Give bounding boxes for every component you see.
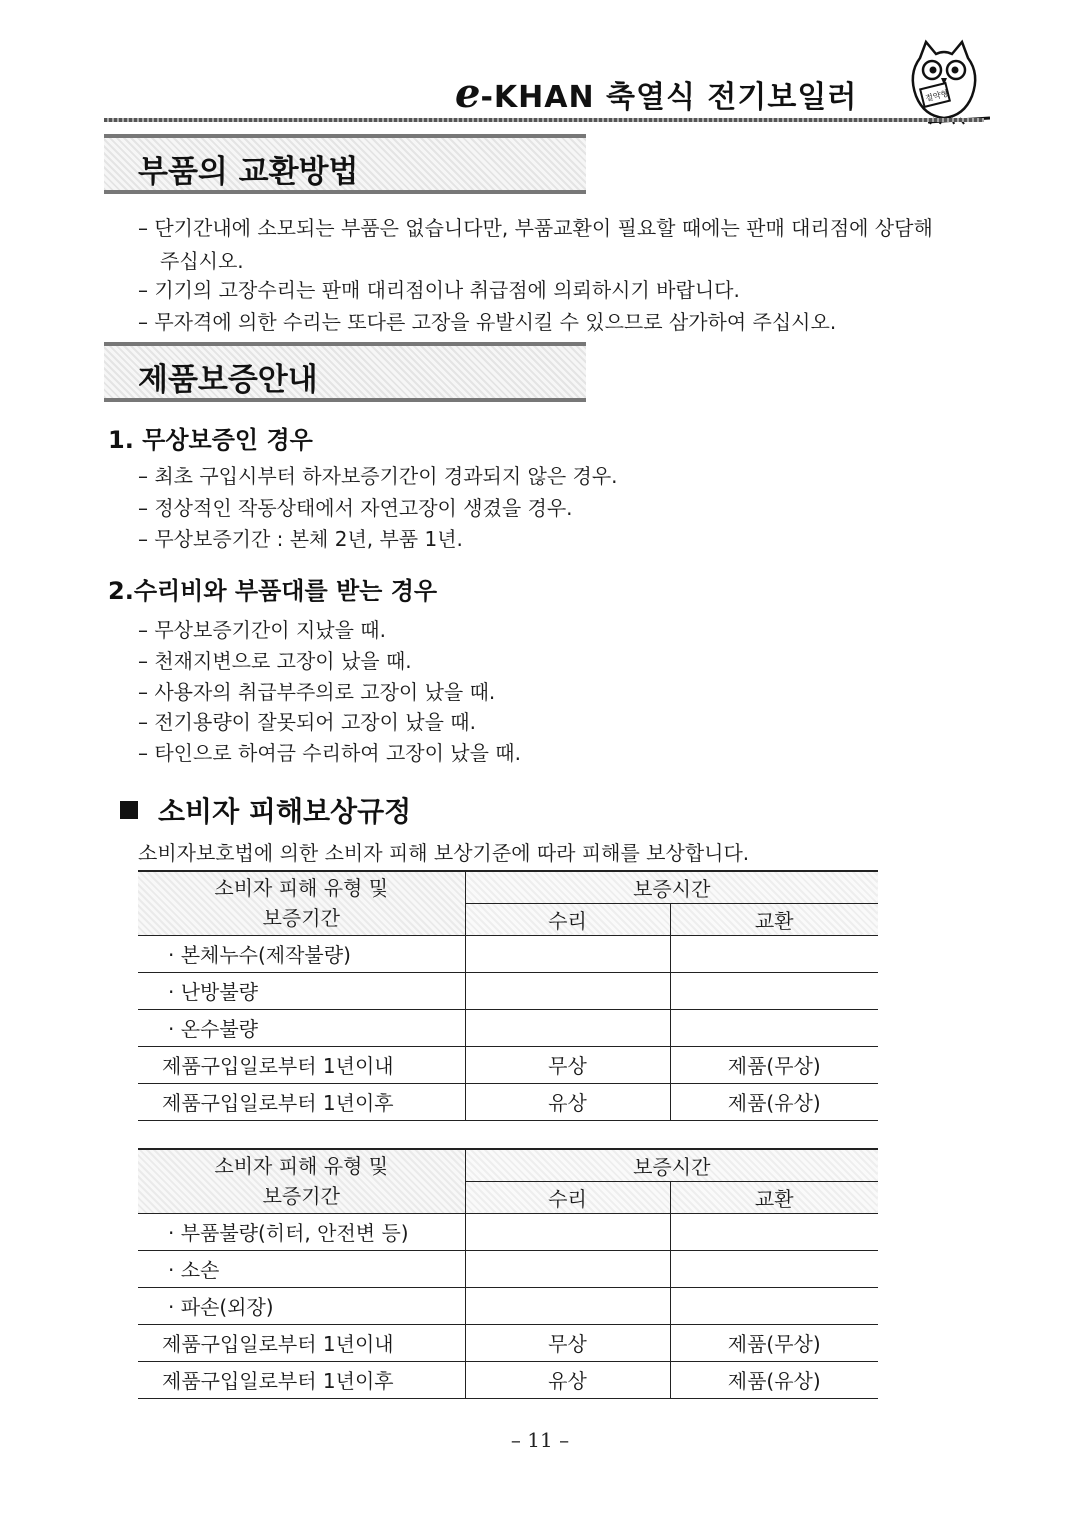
list-item: – 무상보증기간이 지났을 때.: [138, 618, 386, 642]
page-number: – 11 –: [510, 1428, 570, 1452]
table-cell: · 부품불량(히터, 안전변 등): [138, 1213, 465, 1250]
table-cell: 제품(유상): [670, 1361, 878, 1398]
brand-title: [455, 70, 857, 117]
table-cell: 제품(무상): [670, 1046, 878, 1083]
list-item: – 무상보증기간 : 본체 2년, 부품 1년.: [138, 527, 463, 551]
table-cell: 유상: [465, 1083, 670, 1120]
table-cell: 제품구입일로부터 1년이내: [138, 1324, 465, 1361]
section-title: 부품의 교환방법: [138, 154, 359, 190]
header-divider: [104, 118, 984, 122]
table-row: [138, 1009, 878, 1046]
table-row: [138, 972, 878, 1009]
table-header-repair: 수리: [465, 903, 670, 935]
section-heading: [120, 790, 411, 830]
table-cell: 제품구입일로부터 1년이후: [138, 1083, 465, 1120]
table-header-type: 소비자 피해 유형 및 보증기간: [138, 1149, 465, 1213]
list-item: – 최초 구입시부터 하자보증기간이 경과되지 않은 경우.: [138, 464, 618, 488]
owl-mascot-icon: [898, 38, 990, 130]
table-cell: · 온수불량: [138, 1009, 465, 1046]
compensation-table: [138, 1148, 878, 1399]
compensation-table: [138, 870, 878, 1121]
table-header-repair: 수리: [465, 1181, 670, 1213]
section-title-banner: [104, 342, 586, 402]
text-line: – 단기간내에 소모되는 부품은 없습니다만, 부품교환이 필요할 때에는 판매 대리점에 상담해: [138, 216, 933, 240]
table-cell: · 파손(외장): [138, 1287, 465, 1324]
table-cell: 제품(무상): [670, 1324, 878, 1361]
list-item: – 사용자의 취급부주의로 고장이 났을 때.: [138, 680, 496, 704]
table-cell: · 난방불량: [138, 972, 465, 1009]
table-row: [138, 1287, 878, 1324]
table-cell: 유상: [465, 1361, 670, 1398]
brand-name: -KHAN 축열식 전기보일러: [480, 80, 858, 115]
table-cell: 무상: [465, 1046, 670, 1083]
table-row: [138, 935, 878, 972]
table-cell: 제품구입일로부터 1년이내: [138, 1046, 465, 1083]
table-row: [138, 1213, 878, 1250]
brand-logo-mark: e: [455, 70, 481, 117]
list-item: – 천재지변으로 고장이 났을 때.: [138, 649, 412, 673]
subsection-title: 2.수리비와 부품대를 받는 경우: [108, 577, 438, 605]
table-cell: 제품구입일로부터 1년이후: [138, 1361, 465, 1398]
section-heading-text: 소비자 피해보상규정: [158, 795, 412, 828]
text-line: 주십시오.: [160, 249, 244, 273]
intro-text: 소비자보호법에 의한 소비자 피해 보상기준에 따라 피해를 보상합니다.: [138, 841, 750, 865]
table-row: [138, 1083, 878, 1120]
text-line: – 기기의 고장수리는 판매 대리점이나 취급점에 의뢰하시기 바랍니다.: [138, 278, 740, 302]
table-cell: · 본체누수(제작불량): [138, 935, 465, 972]
mascot-sign-text: 절약형: [924, 88, 950, 104]
table-header-exchange: 교환: [670, 903, 878, 935]
list-item: – 정상적인 작동상태에서 자연고장이 생겼을 경우.: [138, 496, 573, 520]
table-row: [138, 1046, 878, 1083]
table-header-exchange: 교환: [670, 1181, 878, 1213]
square-bullet-icon: [120, 801, 138, 819]
table-cell: · 소손: [138, 1250, 465, 1287]
table-cell: 제품(유상): [670, 1083, 878, 1120]
subsection-title: 1. 무상보증인 경우: [108, 426, 313, 454]
table-row: [138, 1324, 878, 1361]
section-title: 제품보증안내: [138, 362, 318, 398]
section-title-banner: [104, 134, 586, 194]
table-header-warranty: 보증시간: [465, 871, 878, 903]
table-header-warranty: 보증시간: [465, 1149, 878, 1181]
table-row: [138, 1361, 878, 1398]
table-row: [138, 1250, 878, 1287]
table-header-type: 소비자 피해 유형 및 보증기간: [138, 871, 465, 935]
text-line: – 무자격에 의한 수리는 또다른 고장을 유발시킬 수 있으므로 삼가하여 주십시오.: [138, 310, 837, 334]
list-item: – 타인으로 하여금 수리하여 고장이 났을 때.: [138, 741, 521, 765]
list-item: – 전기용량이 잘못되어 고장이 났을 때.: [138, 710, 476, 734]
table-cell: 무상: [465, 1324, 670, 1361]
